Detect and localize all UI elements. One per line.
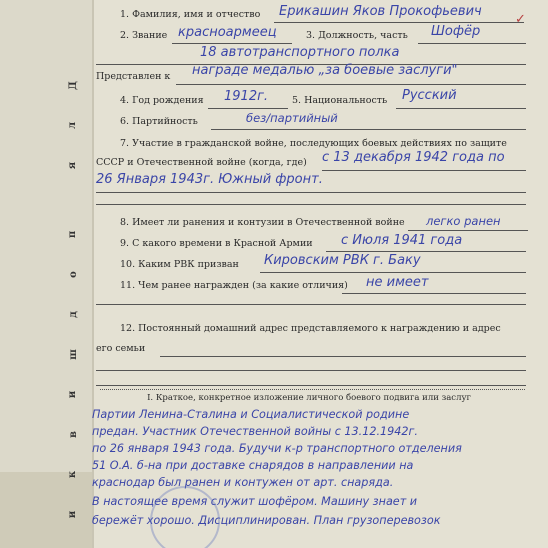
field-value: Кировским РВК г. Баку (264, 253, 421, 268)
field-label: СССР и Отечественной войне (когда, где) (96, 157, 307, 168)
side-label-dlya-podshivki (66, 80, 80, 520)
side-letter: и (67, 510, 79, 519)
field-value: без/партийный (246, 111, 338, 125)
red-check-mark: ✓ (515, 12, 526, 27)
side-letter: и (67, 390, 79, 399)
side-letter: к (67, 470, 79, 479)
field-value: Ерикашин Яков Прокофьевич (279, 4, 482, 19)
field-label: 6. Партийность (120, 116, 198, 127)
field-label: 3. Должность, часть (306, 30, 408, 41)
field-value: 26 Января 1943г. Южный фронт. (96, 172, 323, 187)
field-value: Русский (402, 88, 457, 103)
field-label: 8. Имеет ли ранения и контузии в Отечественной войне (120, 217, 405, 228)
field-value: не имеет (366, 275, 429, 290)
side-letter: л (67, 121, 79, 130)
field-label: 11. Чем ранее награжден (за какие отличия) (120, 280, 348, 291)
field-label: 4. Год рождения (120, 95, 204, 106)
side-letter: п (67, 230, 79, 239)
side-letter: в (67, 431, 79, 438)
citation-line: бережёт хорошо. Дисциплинирован. План грузоперевозок (92, 514, 441, 527)
side-letter: о (67, 271, 79, 278)
field-value: легко ранен (426, 214, 501, 228)
field-value: 1912г. (224, 89, 269, 104)
field-label: 12. Постоянный домашний адрес представляемого к награждению и адрес (120, 323, 501, 334)
field-value: награде медалью „за боевые заслуги" (192, 63, 458, 78)
field-label: 10. Каким РВК призван (120, 259, 239, 270)
citation-line: Партии Ленина-Сталина и Социалистической родине (92, 408, 410, 421)
side-letter: д (67, 311, 79, 318)
field-value: 18 автотранспортного полка (200, 45, 400, 60)
field-label: 1. Фамилия, имя и отчество (120, 9, 261, 20)
field-label: его семьи (96, 343, 146, 354)
field-label: 7. Участие в гражданской войне, последующих боевых действиях по защите (120, 138, 507, 149)
dotted-line (100, 389, 525, 390)
citation-line: по 26 января 1943 года. Будучи к-р транспортного отделения (92, 442, 462, 455)
field-value: с 13 декабря 1942 года по (322, 150, 505, 165)
faded-stamp (150, 486, 220, 548)
field-label: 5. Национальность (292, 95, 388, 106)
citation-line: краснодар был ранен и контужен от арт. снаряда. (92, 476, 394, 489)
field-label: 2. Звание (120, 30, 168, 41)
field-value: с Июля 1941 года (341, 233, 463, 248)
citation-line: 51 О.А. б-на при доставке снарядов в направлении на (92, 459, 414, 472)
citation-line: В настоящее время служит шофёром. Машину знает и (92, 495, 418, 508)
section-heading: I. Краткое, конкретное изложение личного боевого подвига или заслуг (147, 393, 471, 403)
field-label: Представлен к (96, 71, 171, 82)
citation-line: предан. Участник Отечественной войны с 13.12.1942г. (92, 425, 418, 438)
field-value: Шофёр (431, 24, 481, 39)
side-letter: Д (67, 81, 79, 90)
field-value: красноармеец (178, 25, 277, 40)
side-letter: ш (67, 349, 79, 360)
field-label: 9. С какого времени в Красной Армии (120, 238, 313, 249)
side-letter: я (67, 161, 79, 170)
